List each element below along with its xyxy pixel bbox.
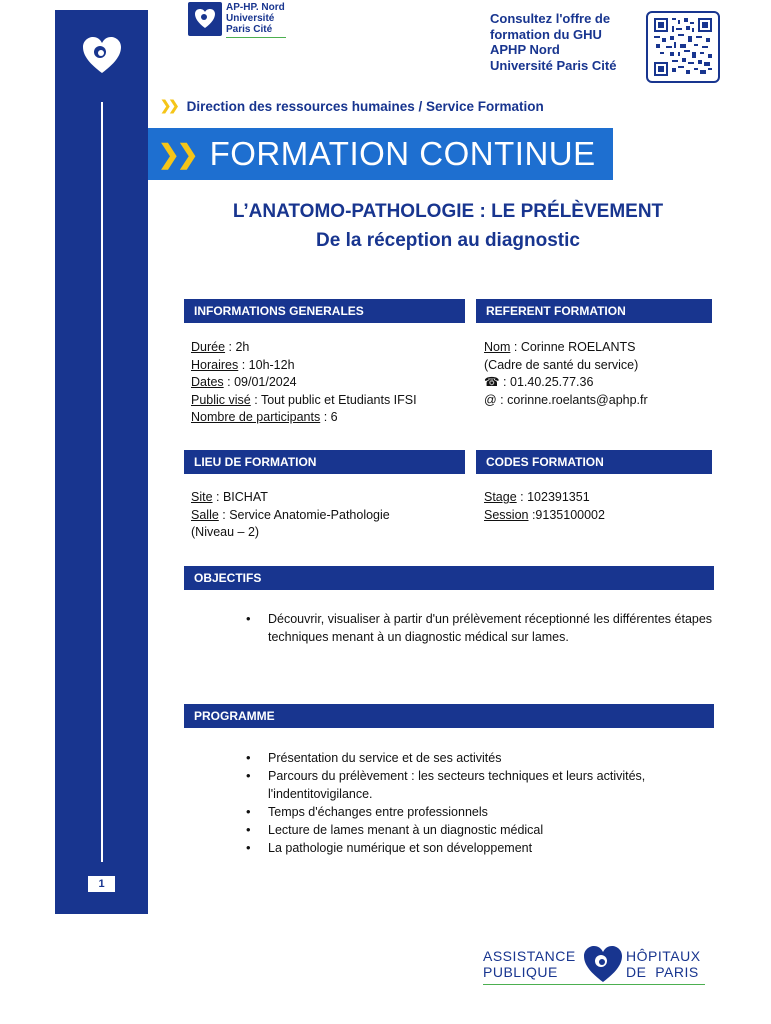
programme-list (246, 749, 726, 857)
lieu-block (191, 489, 471, 542)
session-label: Session (484, 507, 529, 522)
email-value[interactable]: : corinne.roelants@aphp.fr (496, 392, 648, 407)
public-value: : Tout public et Etudiants IFSI (250, 392, 417, 407)
chevron-double-right-icon: ❯❯ (160, 98, 177, 113)
footer-de-paris: DE PARIS (626, 964, 699, 980)
phone-value: : 01.40.25.77.36 (499, 375, 594, 389)
heart-icon (194, 8, 216, 30)
dates-label: Dates (191, 375, 224, 389)
department-text: Direction des ressources humaines / Service Formation (186, 98, 544, 114)
footer-underline (483, 984, 705, 985)
info-block (191, 339, 471, 427)
list-item: • La pathologie numérique et son développement (246, 839, 726, 857)
aphp-logo-text (226, 2, 286, 38)
footer-assistance: ASSISTANCE (483, 948, 576, 964)
duree-value: : 2h (225, 340, 250, 354)
course-subtitle: De la réception au diagnostic (316, 230, 580, 251)
objectifs-list (246, 610, 716, 646)
list-item: • Présentation du service et de ses activités (246, 749, 726, 767)
niveau-value: (Niveau – 2) (191, 525, 260, 539)
email-row (484, 392, 724, 410)
left-sidebar-band (55, 10, 148, 914)
list-item: • Parcours du prélèvement : les secteurs techniques et leurs activités, l'indentitovigilance. (246, 767, 726, 803)
phone-icon: ☎ (484, 375, 500, 389)
consult-line-2: formation du GHU (490, 26, 602, 42)
stage-value: : 102391351 (516, 490, 590, 504)
list-item: • Lecture de lames menant à un diagnostic médical (246, 821, 726, 839)
info-header: INFORMATIONS GENERALES (184, 299, 465, 323)
horaires-label: Horaires (191, 357, 239, 372)
dates-row (191, 374, 471, 392)
list-item: • Temps d'échanges entre professionnels (246, 803, 726, 821)
referent-role: (Cadre de santé du service) (484, 357, 639, 372)
consult-line-1: Consultez l'offre de (490, 11, 611, 26)
phone-row (484, 374, 724, 392)
page-number: 1 (88, 876, 115, 892)
nom-label: Nom (484, 340, 511, 354)
course-title: L’ANATOMO-PATHOLOGIE : LE PRÉLÈVEMENT (232, 201, 664, 222)
site-value: : BICHAT (212, 490, 268, 504)
qr-code-icon (653, 18, 713, 76)
objectifs-header: OBJECTIFS (184, 566, 714, 590)
footer-logo-right (626, 948, 701, 980)
consult-line-4: Université Paris Cité (490, 57, 617, 73)
consult-line-3: APHP Nord (490, 42, 560, 57)
nombre-value: : 6 (320, 410, 338, 424)
logo-underline (226, 37, 286, 38)
salle-row (191, 507, 471, 525)
salle-label: Salle (191, 507, 219, 522)
referent-block (484, 339, 724, 409)
logo-line-2: Université (226, 13, 275, 24)
stage-label: Stage (484, 490, 517, 504)
formation-continue-banner (148, 128, 613, 180)
email-icon: @ (484, 392, 497, 407)
salle-value: : Service Anatomie-Pathologie (218, 507, 390, 522)
nom-row (484, 339, 724, 357)
codes-block (484, 489, 724, 524)
duree-label: Durée (191, 340, 226, 354)
session-row (484, 507, 724, 525)
dates-value: : 09/01/2024 (223, 375, 297, 389)
heart-logo-icon (82, 36, 122, 76)
department-line (160, 98, 544, 114)
site-label: Site (191, 490, 213, 504)
stage-row (484, 489, 724, 507)
nombre-label: Nombre de participants (191, 410, 321, 424)
programme-header: PROGRAMME (184, 704, 714, 728)
footer-logo-left (483, 948, 576, 980)
lieu-header: LIEU DE FORMATION (184, 450, 465, 474)
qr-code[interactable] (646, 11, 720, 83)
site-row (191, 489, 471, 507)
aphp-nord-logo (188, 2, 286, 38)
session-value: :9135100002 (528, 507, 605, 522)
footer-hopitaux: HÔPITAUX (626, 948, 701, 964)
footer-publique: PUBLIQUE (483, 964, 558, 980)
duree-row (191, 339, 471, 357)
public-row (191, 392, 471, 410)
logo-line-3: Paris Cité (226, 24, 273, 35)
nom-value: : Corinne ROELANTS (510, 340, 636, 354)
heart-logo-icon (583, 944, 623, 984)
aphp-logo-mark (188, 2, 222, 36)
nombre-row (191, 409, 471, 427)
horaires-row (191, 357, 471, 375)
sidebar-divider-line (101, 102, 103, 862)
chevron-double-right-icon: ❯❯ (158, 138, 196, 169)
referent-header: REFERENT FORMATION (476, 299, 712, 323)
codes-header: CODES FORMATION (476, 450, 712, 474)
aphp-footer-logo (483, 944, 713, 988)
logo-line-1: AP-HP. Nord (226, 2, 285, 13)
banner-title: FORMATION CONTINUE (209, 135, 596, 172)
list-item: • Découvrir, visualiser à partir d'un prélèvement réceptionné les différentes étapes techniques menant à un diagnostic médical sur lames. (246, 610, 716, 646)
public-label: Public visé (191, 392, 251, 407)
consult-offer-text (490, 11, 616, 73)
horaires-value: : 10h-12h (238, 357, 295, 372)
